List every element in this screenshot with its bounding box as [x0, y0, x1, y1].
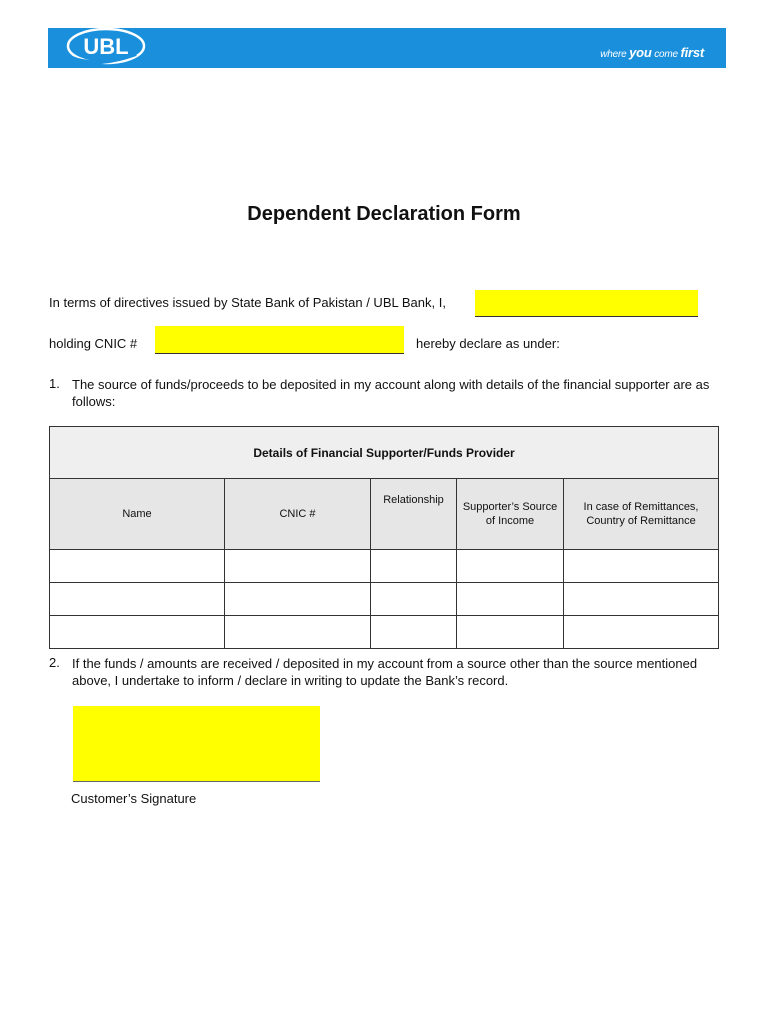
declare-text: hereby declare as under:	[416, 336, 560, 351]
table-cell[interactable]	[371, 616, 457, 649]
table-cell[interactable]	[457, 583, 564, 616]
table-cell[interactable]	[50, 550, 225, 583]
col-header-name: Name	[50, 479, 225, 550]
financial-supporter-table	[49, 426, 719, 649]
table-row	[50, 550, 719, 583]
tagline-you: you	[629, 45, 652, 60]
table-cell[interactable]	[564, 616, 719, 649]
cnic-label: holding CNIC #	[49, 336, 138, 351]
page-title: Dependent Declaration Form	[247, 203, 521, 225]
tagline-first: first	[680, 45, 704, 60]
table-cell[interactable]	[371, 583, 457, 616]
cnic-field[interactable]	[155, 326, 404, 354]
signature-label: Customer’s Signature	[71, 791, 197, 806]
ubl-logo-icon	[66, 24, 156, 72]
item1-text: The source of funds/proceeds to be deposited in my account along with details of the financial supporter are as follows:	[72, 377, 710, 409]
table-cell[interactable]	[457, 616, 564, 649]
table-title: Details of Financial Supporter/Funds Provider	[50, 427, 719, 479]
table-cell[interactable]	[457, 550, 564, 583]
header-banner	[48, 28, 726, 68]
tagline-prefix: where	[600, 49, 627, 60]
col-header-relationship: Relationship	[371, 479, 457, 550]
table-cell[interactable]	[50, 616, 225, 649]
table-cell[interactable]	[371, 550, 457, 583]
logo-text: UBL	[83, 34, 129, 59]
col-header-source-of-income: Supporter’s Source of Income	[457, 479, 564, 550]
item2-text: If the funds / amounts are received / deposited in my account from a source other than the source mentioned above, I undertake to inform / declare in writing to update the Bank’s record.	[72, 656, 698, 688]
table-cell[interactable]	[225, 583, 371, 616]
item1-number: 1.	[49, 376, 60, 391]
table-cell[interactable]	[564, 550, 719, 583]
item2-number: 2.	[49, 655, 60, 670]
col-header-country-of-remittance: In case of Remittances, Country of Remittance	[564, 479, 719, 550]
signature-field[interactable]	[73, 706, 320, 782]
table-cell[interactable]	[225, 550, 371, 583]
tagline	[600, 45, 704, 60]
table-row	[50, 583, 719, 616]
table-cell[interactable]	[564, 583, 719, 616]
tagline-come: come	[654, 49, 678, 60]
table-cell[interactable]	[225, 616, 371, 649]
name-field[interactable]	[475, 290, 698, 317]
table-row	[50, 616, 719, 649]
table-cell[interactable]	[50, 583, 225, 616]
intro-text: In terms of directives issued by State Bank of Pakistan / UBL Bank, I,	[49, 295, 446, 310]
col-header-cnic: CNIC #	[225, 479, 371, 550]
